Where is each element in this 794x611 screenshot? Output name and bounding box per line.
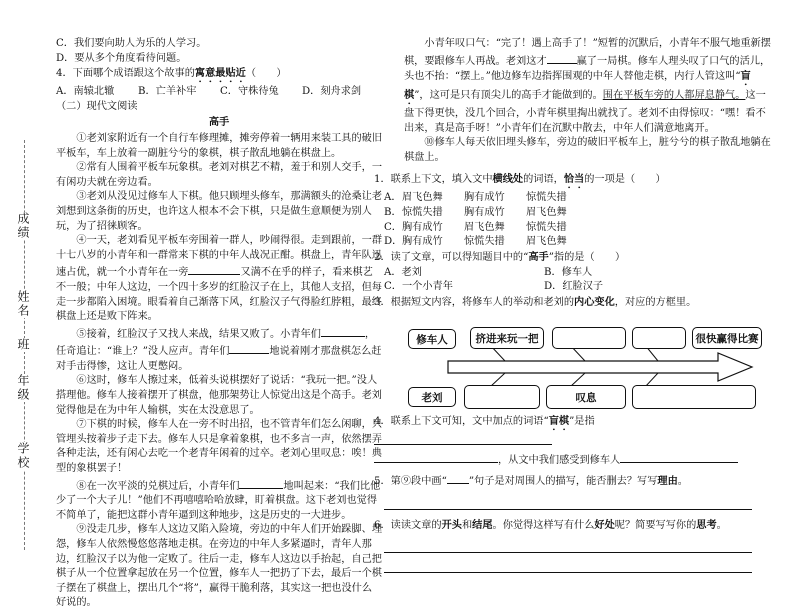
q2-option-c[interactable]: C．一个小青年 — [384, 281, 453, 293]
blank-1[interactable] — [188, 263, 240, 275]
q1-option-letter: A． — [384, 192, 402, 203]
paragraph-9: ⑨没走几步，修车人这边又陷入险境，旁边的中年人们开始跺脚、埋怨，修车人依然慢悠悠落地走棋。在旁边的中年人多紧逼时，青年人那边，红脸汉子以为他一定败了。往后一走，修车人这边以手抬起，自己把棋子从一个位置拿起放在另一个位置，修车人一把扔了下去，最后一个棋子摆在了棋盘上，摆出几个“将”，赢得干脆利落，其实这一把也没什么好说的。 — [56, 524, 383, 609]
q1-option-word: 惊慌失措 — [526, 221, 567, 233]
q2-option-a[interactable]: A．老刘 — [384, 266, 422, 278]
paragraph-8: ⑧在一次平淡的兑棋过后，小青年们 地叫起来：“我们比他少了一个大子儿！”他们不再嘻嘻哈哈放肆，盯着棋盘。这下老刘也觉得不简单了，能把这群小青年逼到这种地步，这是历史的一大进步。 — [56, 477, 382, 524]
q1-stem: 1．联系上下文，填入文中横线处的词语，恰当的一项是（ ） — [374, 173, 666, 185]
paragraph-4: ④一天，老刘看见平板车旁围着一群人，吵闹得很。走到跟前，一群十七八岁的小青年和一群常来下棋的中年人战况正酣。棋盘上，青年队迅速占优，就一个小青年在一旁 又满不在乎的样子，看来棋艺不一般；中年人这边，一个四十多岁的红脸汉子在上，其他人支招，但每走一步都陷入困境。眼看着自己渐落下风，红脸汉子气得脸红脖粗，最终棋盘上还是败下阵来。 — [56, 235, 383, 323]
flow-diagram — [400, 323, 770, 411]
q4-stem: 4．下面哪个成语跟这个故事的寓意最贴近（ ） — [56, 67, 287, 80]
class-label: 班 — [10, 338, 32, 352]
row1-label-box: 修车人 — [408, 329, 456, 349]
q4-option-d[interactable]: D．刻舟求剑 — [302, 86, 362, 98]
q3-option-d: D．要从多个角度看待问题。 — [56, 52, 187, 64]
q1-option-letter: B． — [384, 206, 402, 218]
blank-2[interactable] — [321, 325, 365, 337]
q4-answer-blank-1[interactable] — [374, 433, 552, 445]
row1-box-1: 挤进来玩一把 — [470, 327, 544, 349]
grade-label: 年级 — [10, 374, 32, 402]
binding-margin — [0, 0, 56, 561]
q6-stem: 6．读读文章的开头和结尾。你觉得这样写有什么好处呢？简要写写你的思考。 — [374, 518, 727, 531]
q4-answer-blank-3[interactable] — [620, 451, 738, 463]
article-title: 高手 — [208, 116, 230, 129]
row1-box-4: 很快赢得比赛 — [692, 327, 762, 349]
q1-option-word: 胸有成竹 — [402, 221, 443, 233]
underlined-sentence: 围在平板车旁的人都屏息静气。 — [602, 90, 746, 102]
q3-option-c: C．我们要向助人为乐的人学习。 — [56, 38, 207, 49]
blank-5[interactable] — [547, 52, 577, 64]
questions-lower — [374, 414, 772, 573]
q1-option-word: 惊慌失措 — [526, 192, 567, 203]
q2-stem: 2．读了文章，可以得知题目中的“高手”指的是（ ） — [374, 251, 626, 264]
row2-box-3[interactable] — [632, 385, 756, 409]
q2-options-row1 — [374, 266, 772, 281]
q1-option-word: 胸有成竹 — [464, 206, 505, 218]
score-label: 成绩 — [10, 212, 32, 240]
paragraph-3: ③老刘从没见过修车人下棋。他只顾埋头修车，那满额头的沧桑让老刘想到这条街的历史，也许这人根本不会下棋，只是做生意顺便为别人玩，为了招徕顾客。 — [56, 191, 383, 232]
left-column — [56, 37, 382, 611]
paragraph-6: ⑥这时，修车人擦过来，低着头说棋摆好了说话：“我玩一把。”没人搭理他。修车人接着摆开了棋盘，他那架势让人惊觉出这是个高手。老刘觉得他是在为中年人输棋，实在太没意思了。 — [56, 375, 382, 416]
name-label: 姓名 — [10, 290, 32, 318]
row1-box-2[interactable] — [552, 327, 626, 349]
q2-option-d[interactable]: D．红脸汉子 — [544, 281, 604, 293]
paragraph-9-continued: 小青年叹口气：“完了！遇上高手了！”短暂的沉默后，小青年不服气地重新摆棋，要跟修车人再战。老刘这才 赢了一局棋。修车人理头叹了口气的活儿，头也不抬：“摆上。”他边修车边指挥围观的中年人替他走棋，内行人管这叫“盲棋”，这可是只有顶尖儿的高手才能做到的。围在平板车旁的人都屏息静气。这一盘下得更快，没几个回合，小青年棋里掏出就找了。老刘不由得惊叹：“嘿！看不出来，真是高手呀！”小青年们在沉默中散去，中年人们满意地离开。 — [404, 38, 771, 134]
paragraph-5: ⑤接着，红脸汉子又找人来战，结果又败了。小青年们 ，任奇追让：“谁上？”没人应声。青年们 地说着刚才那盘棋怎么赶对手击得惨，这让人更憋闷。 — [56, 325, 382, 375]
row2-box-2: 叹息 — [546, 385, 626, 409]
q1-option-word: 惊慌失措 — [464, 236, 505, 248]
q6-answer-line-1[interactable] — [384, 541, 752, 553]
q1-option-letter: D． — [384, 236, 403, 248]
q4-option-a[interactable]: A．南辕北辙 — [56, 86, 115, 98]
row1-box-3[interactable] — [632, 327, 686, 349]
right-column — [404, 37, 772, 166]
paragraph-10: ⑩修车人每天依旧埋头修车，旁边的破旧平板车上，脏兮兮的棋子散乱地躺在棋盘上。 — [404, 137, 771, 163]
q5-underline-sample — [447, 472, 469, 484]
q6-answer-line-2[interactable] — [384, 561, 752, 573]
q4-line2: ，从文中我们感受到修车人 — [374, 451, 772, 469]
q1-options — [374, 191, 772, 250]
paragraph-2: ②常有人围着平板车玩象棋。老刘对棋艺不精，羞于和别人交手，一有闲功夫就在旁边看。 — [56, 162, 383, 188]
q2-option-b[interactable]: B．修车人 — [544, 266, 593, 278]
q4-option-b[interactable]: B．亡羊补牢 — [138, 86, 197, 98]
q4-line1: 4．联系上下文可知，文中加点的词语“盲棋”是指 — [374, 414, 772, 451]
paragraph-1: ①老刘家附近有一个自行车修理摊，摊旁停着一辆用来装工具的破旧平板车，车上放着一副脏兮兮的象棋，棋子散乱地躺在棋盘上。 — [56, 132, 383, 159]
q1-option-word: 眉飞色舞 — [464, 221, 505, 233]
q1-option-b[interactable] — [384, 206, 772, 221]
q1-option-a[interactable] — [384, 191, 772, 206]
q5-answer-line[interactable] — [384, 498, 752, 510]
blank-4[interactable] — [239, 477, 283, 489]
q1-option-word: 眉飞色舞 — [402, 192, 443, 203]
q4-options — [56, 85, 382, 100]
q1-option-letter: C． — [384, 221, 402, 233]
q1-option-c[interactable] — [384, 221, 772, 236]
row2-box-1[interactable] — [464, 385, 540, 409]
questions-area — [374, 172, 772, 311]
school-label: 学校 — [10, 442, 32, 470]
q1-option-d[interactable] — [384, 235, 772, 250]
blind-chess-term: 盲棋 — [404, 70, 751, 102]
q1-option-word: 眉飞色舞 — [526, 206, 567, 218]
row2-label-box: 老刘 — [408, 387, 456, 407]
q1-option-word: 胸有成竹 — [464, 192, 505, 203]
q5-stem: 5．第⑨段中画“ ”句子是对周围人的描写，能否删去？写写理由。 — [374, 472, 772, 490]
section-heading: （二）现代文阅读 — [56, 100, 138, 112]
q1-option-word: 胸有成竹 — [402, 236, 443, 248]
paragraph-7: ⑦下棋的时候，修车人在一旁不时出招，也不管青年们怎么闲聊，只管埋头按着步子走下去。修车人只是拿着象棋，也不多言一声，依然摆弄各种走法，还有闲心去吃一个老青年闲着的过卒。老刘心里叹息：唉！典型的象棋罢子！ — [56, 419, 383, 475]
q4-option-c[interactable]: C．守株待兔 — [220, 86, 279, 98]
q1-option-word: 眉飞色舞 — [526, 236, 567, 248]
q2-options-row2 — [374, 280, 772, 295]
q1-option-word: 惊慌失措 — [402, 206, 443, 218]
q3-stem: 3．根据短文内容，将修车人的举动和老刘的内心变化，对应的方框里。 — [374, 295, 697, 308]
q4-answer-blank-2[interactable] — [374, 451, 498, 463]
blank-3[interactable] — [229, 342, 269, 354]
